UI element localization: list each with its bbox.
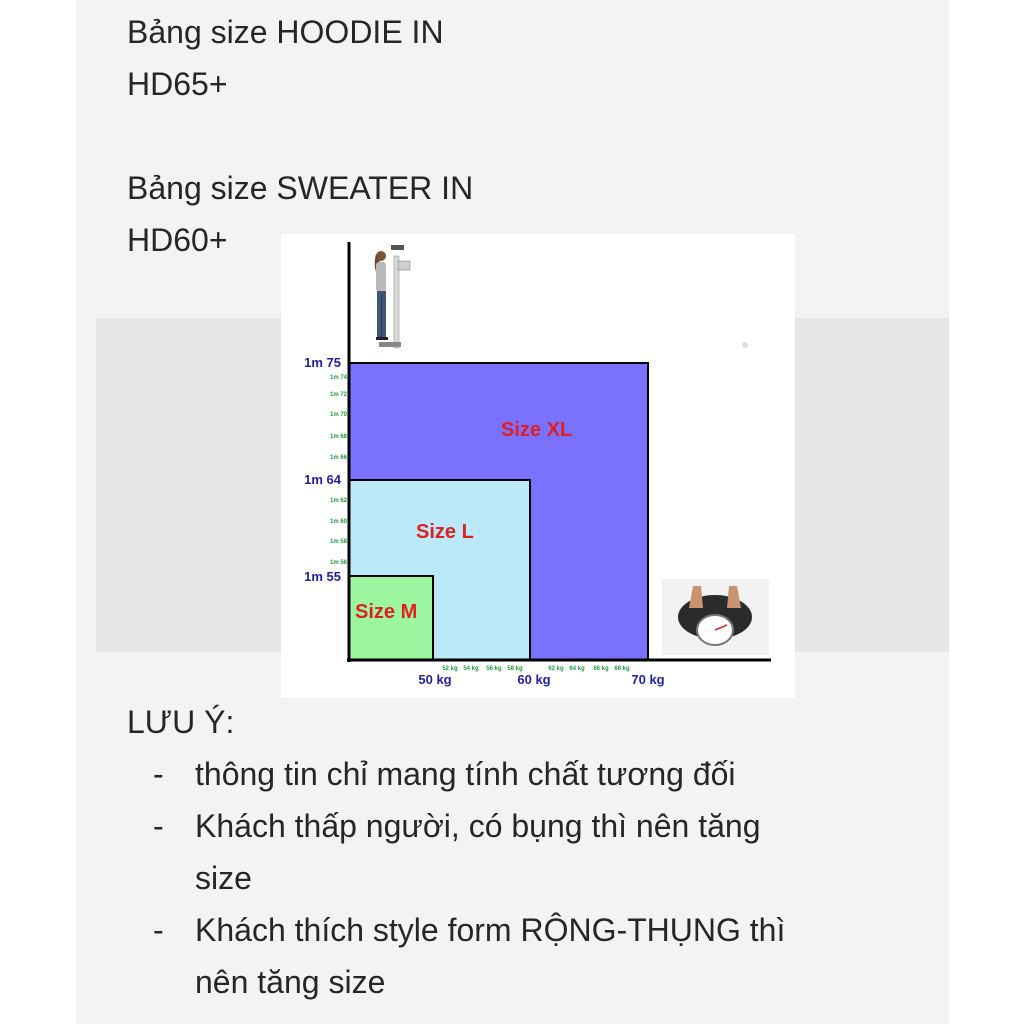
y-minor-tick-label: 1m 56 <box>329 560 347 566</box>
y-minor-tick-label: 1m 66 <box>329 455 347 461</box>
y-minor-tick-label: 1m 72 <box>329 392 347 398</box>
label-size-l: Size L <box>416 521 474 543</box>
x-minor-tick-label: 52 kg <box>442 666 458 672</box>
size-chart <box>281 234 795 698</box>
note-text: Khách thấp người, có bụng thì nên tăng <box>195 808 761 844</box>
note-item <box>127 800 927 904</box>
x-minor-tick-label: 68 kg <box>614 666 630 672</box>
sweater-code: HD60+ <box>127 222 228 258</box>
note-text-continued: size <box>195 860 252 896</box>
y-minor-tick-label: 1m 74 <box>329 375 347 381</box>
dash-bullet: - <box>153 756 164 792</box>
stray-dot <box>742 342 748 348</box>
y-tick-label: 1m 75 <box>304 355 341 370</box>
x-tick-label: 60 kg <box>517 672 551 687</box>
notes-section <box>127 696 927 1008</box>
y-tick-label: 1m 55 <box>304 569 341 584</box>
x-minor-tick-label: 58 kg <box>507 666 523 672</box>
right-margin <box>949 0 1024 1024</box>
y-minor-tick-label: 1m 58 <box>329 539 347 545</box>
x-tick-label: 50 kg <box>418 672 452 687</box>
x-minor-tick-label: 62 kg <box>548 666 564 672</box>
hoodie-title: Bảng size HOODIE IN <box>127 14 444 50</box>
x-minor-tick-label: 56 kg <box>486 666 502 672</box>
x-minor-tick-label: 66 kg <box>593 666 609 672</box>
label-size-xl: Size XL <box>501 419 573 441</box>
dash-bullet: - <box>153 808 164 844</box>
y-minor-tick-label: 1m 68 <box>329 434 347 440</box>
notes-list <box>127 748 927 1008</box>
note-text-continued: nên tăng size <box>195 964 386 1000</box>
notes-heading: LƯU Ý: <box>127 704 235 740</box>
note-text: thông tin chỉ mang tính chất tương đối <box>195 756 736 792</box>
x-minor-tick-label: 54 kg <box>463 666 479 672</box>
note-item <box>127 904 927 1008</box>
dash-bullet: - <box>153 912 164 948</box>
bathroom-scale-icon <box>662 579 769 655</box>
left-margin <box>0 0 76 1024</box>
x-minor-tick-label: 64 kg <box>569 666 585 672</box>
y-minor-tick-label: 1m 70 <box>329 412 347 418</box>
note-item <box>127 748 927 800</box>
hoodie-code: HD65+ <box>127 66 228 102</box>
note-text: Khách thích style form RỘNG-THỤNG thì <box>195 912 786 948</box>
sweater-title: Bảng size SWEATER IN <box>127 170 474 206</box>
y-tick-label: 1m 64 <box>304 472 341 487</box>
person-height-scale-icon <box>375 245 410 348</box>
y-minor-tick-label: 1m 62 <box>329 498 347 504</box>
y-minor-tick-label: 1m 60 <box>329 519 347 525</box>
label-size-m: Size M <box>355 601 418 623</box>
x-tick-label: 70 kg <box>631 672 665 687</box>
